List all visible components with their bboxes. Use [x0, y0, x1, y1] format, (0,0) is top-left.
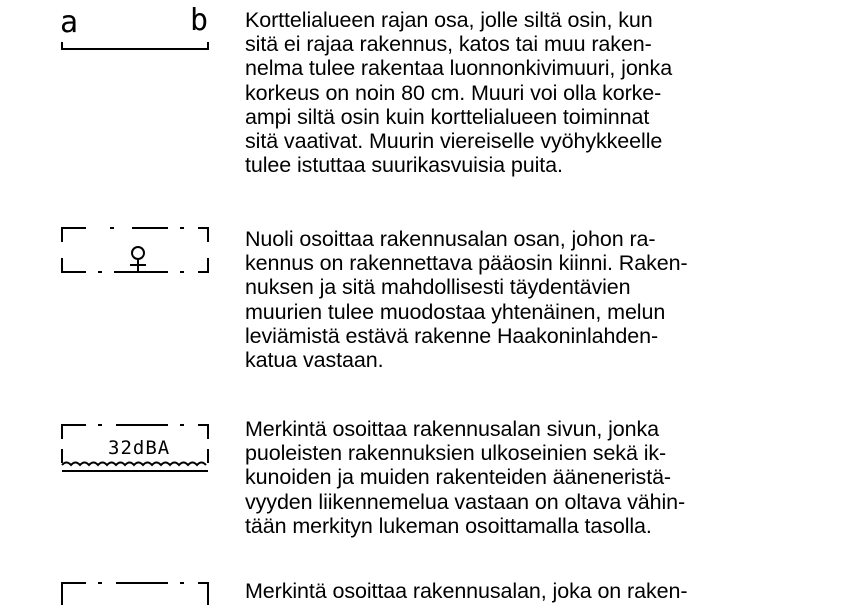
- text-line: Nuoli osoittaa rakennusalan osan, johon ra-: [245, 227, 656, 251]
- text-line: korkeus on noin 80 cm. Muuri voi olla korke-: [245, 80, 662, 105]
- legend-description-noise: [245, 417, 835, 538]
- text-line: sitä ei rajaa rakennus, katos tai muu raken-: [245, 32, 652, 57]
- text-line: puoleisten rakennuksien ulkoseinien sekä ik-: [245, 441, 667, 466]
- legend-description-wall: [245, 8, 835, 177]
- text-line: muurien tulee muodostaa yhtenäinen, melun: [245, 299, 666, 324]
- text-line: Korttelialueen rajan osa, jolle siltä osin, kun: [245, 8, 653, 32]
- text-line: vyyden liikennemelua vastaan on oltava vähin-: [245, 489, 686, 514]
- noise-level-label: 32dBA: [108, 437, 171, 459]
- legend-symbol-wall: [58, 0, 218, 60]
- text-line: nuksen ja sitä mahdollisesti täydentävien: [245, 275, 631, 300]
- text-line: tään merkityn lukeman osoittamalla tasolla.: [245, 513, 652, 538]
- text-line: nelma tulee rakentaa luonnonkivimuuri, jonka: [245, 56, 673, 81]
- legend-description-building-area: [245, 579, 835, 603]
- building-area-arrow-icon: [58, 220, 218, 280]
- text-line: Merkintä osoittaa rakennusalan, joka on raken-: [245, 579, 688, 603]
- boundary-wall-icon: [58, 0, 218, 60]
- text-line: tulee istuttaa suurikasvuisia puita.: [245, 153, 563, 178]
- legend-symbol-noise: [58, 415, 218, 475]
- text-line: kunoiden ja muiden rakenteiden ääneneristä-: [245, 465, 671, 490]
- text-line: kennus on rakennettava pääosin kiinni. Raken-: [245, 251, 688, 276]
- building-area-icon: [58, 575, 218, 605]
- text-line: Merkintä osoittaa rakennusalan sivun, jonka: [245, 417, 659, 441]
- text-line: leviämistä estävä rakenne Haakoninlahden-: [245, 323, 659, 348]
- legend-symbol-arrow: [58, 220, 218, 280]
- symbol-label-a: a: [60, 5, 79, 40]
- text-line: katua vastaan.: [245, 348, 384, 373]
- legend-description-arrow: [245, 227, 835, 372]
- noise-insulation-icon: [58, 415, 218, 475]
- symbol-label-b: b: [190, 3, 209, 38]
- legend-symbol-building-area: [58, 575, 218, 605]
- text-line: ampi siltä osin kuin korttelialueen toiminnat: [245, 104, 650, 129]
- text-line: sitä vaativat. Muurin viereiselle vyöhykkeelle: [245, 129, 663, 154]
